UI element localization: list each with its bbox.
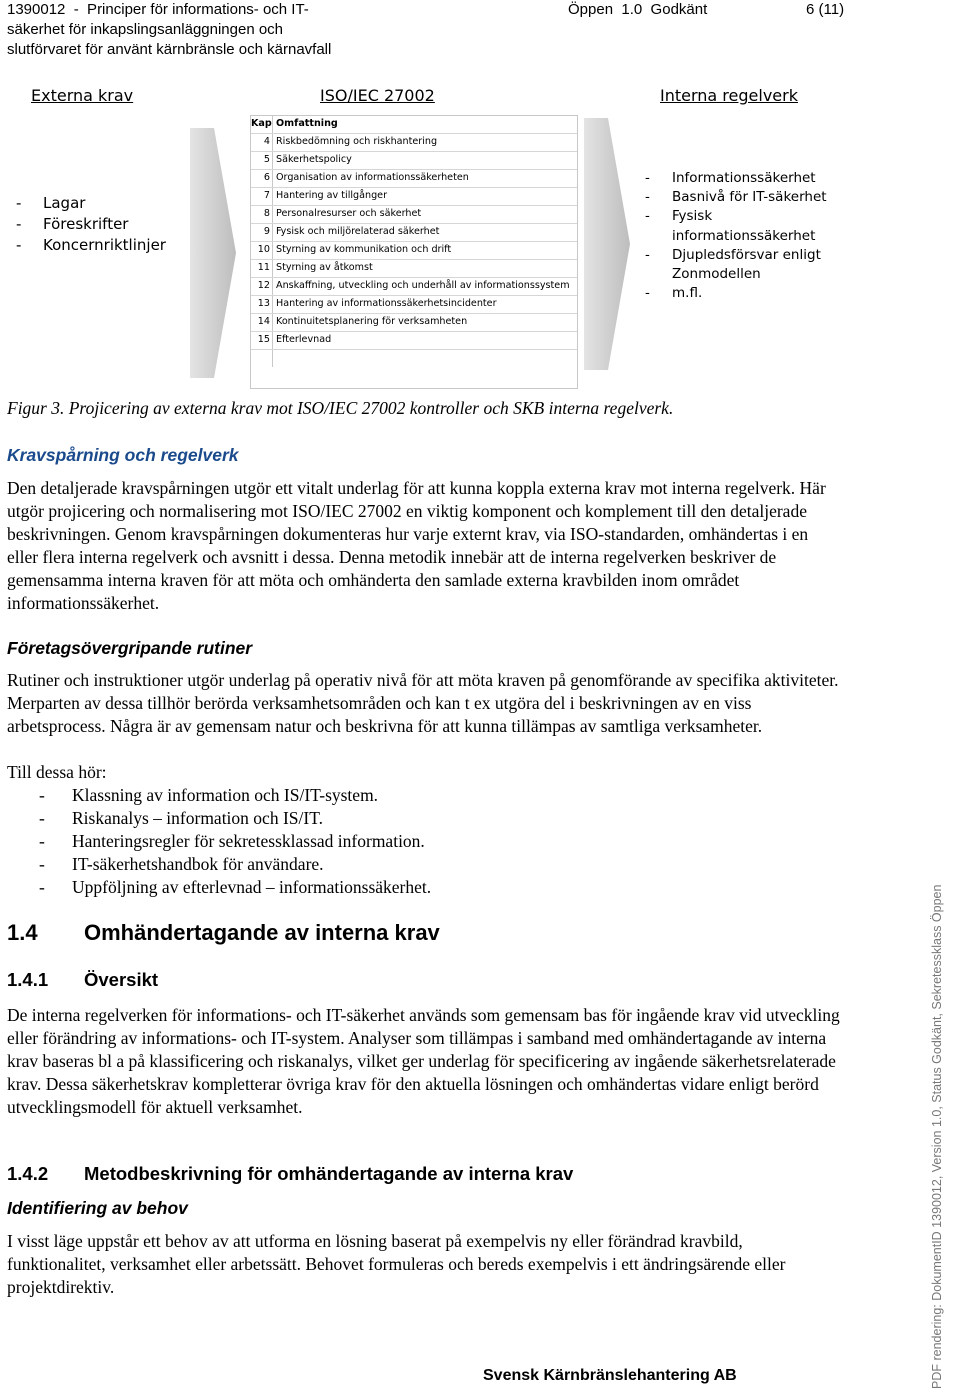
document-title (7, 0, 367, 60)
side-rendering-note: PDF rendering: DokumentID 1390012, Version 1.0, Status Godkänt, Sekretessklass Öppen (930, 884, 944, 1389)
chapter-title: Styrning av åtkomst (276, 262, 373, 273)
chapter-number: 13 (251, 296, 273, 313)
internal-regulations-title: Interna regelverk (660, 86, 798, 105)
table-row (251, 260, 577, 278)
chapter-number: 6 (251, 170, 273, 187)
chapter-title: Riskbedömning och riskhantering (276, 136, 438, 147)
chapter-title: Styrning av kommunikation och drift (276, 244, 452, 255)
chapter-title: Efterlevnad (276, 334, 332, 345)
arrow-right-icon (582, 118, 632, 370)
chapter-title: Personalresurser och säkerhet (276, 208, 422, 219)
table-row (251, 278, 577, 296)
document-title-line: 1390012 - Principer för informations- och IT- (7, 1, 309, 18)
column-header-scope: Omfattning (276, 118, 338, 129)
external-requirements-list (16, 193, 166, 256)
internal-regulations-list (645, 169, 835, 303)
document-title-line: slutförvaret för använt kärnbränsle och kärnavfall (7, 41, 332, 58)
chapter-number: 11 (251, 260, 273, 277)
subsection-heading (7, 969, 158, 991)
chapter-title: Organisation av informationssäkerheten (276, 172, 469, 183)
table-row (251, 134, 577, 152)
paragraph: Den detaljerade kravspårningen utgör ett vitalt underlag för att kunna koppla externa krav mot interna regelverk. Här utgör projicering och normalisering mot ISO/IEC 27002 en viktig komponent och komplement till den detaljerade beskrivningen. Genom kravspårningen dokumenteras hur varje externt krav, via ISO-standarden, omhändertas i en eller flera interna regelverk och avsnitt i dessa. Denna metodik innebär att de interna regelverken beskriver de gemensamma interna kraven för att möta och omhänderta den samlade externa kravbilden inom området informationssäkerhet. (7, 478, 826, 613)
list-intro: Till dessa hör: (7, 762, 107, 782)
section-title: Omhändertagande av interna krav (84, 920, 440, 945)
table-row (251, 296, 577, 314)
column-header-kap: Kap (251, 116, 273, 133)
chapter-title: Kontinuitetsplanering för verksamheten (276, 316, 468, 327)
section-number: 1.4.1 (7, 969, 49, 990)
subheading: Identifiering av behov (7, 1198, 188, 1218)
list-item: - Informationssäkerhet (645, 169, 835, 188)
list-item: - Basnivå för IT-säkerhet (645, 188, 835, 207)
table-row (251, 242, 577, 260)
section-number: 1.4 (7, 920, 38, 945)
section-heading: Företagsövergripande rutiner (7, 638, 253, 658)
chapter-number: 8 (251, 206, 273, 223)
requirements-figure (0, 78, 960, 398)
section-heading: Kravspårning och regelverk (7, 445, 239, 465)
list-item: - Koncernriktlinjer (16, 235, 166, 256)
iso-standard-title: ISO/IEC 27002 (320, 86, 435, 105)
chapter-number: 15 (251, 332, 273, 349)
chapter-title: Säkerhetspolicy (276, 154, 352, 165)
list-item: - Föreskrifter (16, 214, 166, 235)
table-row (251, 350, 577, 367)
table-row (251, 332, 577, 350)
section-heading (7, 920, 440, 946)
routine-list (7, 784, 431, 899)
footer-company: Svensk Kärnbränslehantering AB (483, 1367, 737, 1384)
table-row (251, 224, 577, 242)
list-item: - Riskanalys – information och IS/IT. (7, 807, 431, 830)
list-item: - Hanteringsregler för sekretessklassad information. (7, 830, 431, 853)
section-title: Metodbeskrivning för omhändertagande av interna krav (84, 1163, 574, 1184)
list-item: - m.fl. (645, 284, 835, 303)
subsection-heading (7, 1163, 573, 1185)
chapter-number: 5 (251, 152, 273, 169)
list-item: - Fysisk informationssäkerhet (645, 207, 835, 245)
page-number: 6 (11) (806, 1, 845, 18)
table-row (251, 170, 577, 188)
list-item: - Djupledsförsvar enligt Zonmodellen (645, 246, 835, 284)
list-item: - Uppföljning av efterlevnad – informationssäkerhet. (7, 876, 431, 899)
chapter-number: 7 (251, 188, 273, 205)
chapter-number: 12 (251, 278, 273, 295)
document-status: Öppen 1.0 Godkänt (568, 1, 708, 18)
section-number: 1.4.2 (7, 1163, 49, 1184)
chapter-number: 4 (251, 134, 273, 151)
paragraph: Rutiner och instruktioner utgör underlag på operativ nivå för att möta kraven på genomförande av specifika aktiviteter. Merparten av dessa tillhör berörda verksamhetsområden och kan t ex utgöra del i beskrivningen av en viss arbetsprocess. Några är av gemensam natur och beskrivna för att kunna tillämpas av samtliga verksamheter. (7, 670, 839, 736)
table-row (251, 314, 577, 332)
figure-caption: Figur 3. Projicering av externa krav mot ISO/IEC 27002 kontroller och SKB interna regelverk. (7, 398, 674, 418)
external-requirements-title: Externa krav (31, 86, 134, 105)
chapter-number: 10 (251, 242, 273, 259)
chapter-title: Hantering av informationssäkerhetsincidenter (276, 298, 497, 309)
chapter-number: 9 (251, 224, 273, 241)
chapter-number: 14 (251, 314, 273, 331)
table-row (251, 188, 577, 206)
chapter-title: Hantering av tillgånger (276, 190, 388, 201)
list-item: - Klassning av information och IS/IT-system. (7, 784, 431, 807)
chapter-title: Fysisk och miljörelaterad säkerhet (276, 226, 440, 237)
list-item: - IT-säkerhetshandbok för användare. (7, 853, 431, 876)
table-header-row (251, 116, 577, 134)
paragraph: De interna regelverken för informations- och IT-säkerhet används som gemensam bas för ingående krav vid utveckling eller förändring av informations- och IT-system. Analyser som tillämpas i samband med omhändertagande av interna krav baseras bl a på klassificering och riskanalys, vilket ger underlag för specificering av ingående säkerhetsrelaterade krav. Dessa säkerhetskrav kompletterar övriga krav för den aktuella lösningen och omhändertas vidare enligt berörd utvecklingsmodell för aktuell verksamhet. (7, 1005, 840, 1117)
arrow-right-icon (188, 128, 238, 378)
section-title: Översikt (84, 969, 159, 990)
chapter-title: Anskaffning, utveckling och underhåll av informationssystem (276, 280, 570, 291)
paragraph: I visst läge uppstår ett behov av att utforma en lösning baserat på exempelvis ny eller förändrad kravbild, funktionalitet, verksamhet eller arbetssätt. Behovet formuleras och bereds exempelvis i ett ändringsärende eller projektdirektiv. (7, 1231, 786, 1297)
table-row (251, 206, 577, 224)
list-item: - Lagar (16, 193, 166, 214)
iso-chapter-table (250, 115, 578, 389)
document-title-line: säkerhet för inkapslingsanläggningen och (7, 21, 284, 38)
table-row (251, 152, 577, 170)
